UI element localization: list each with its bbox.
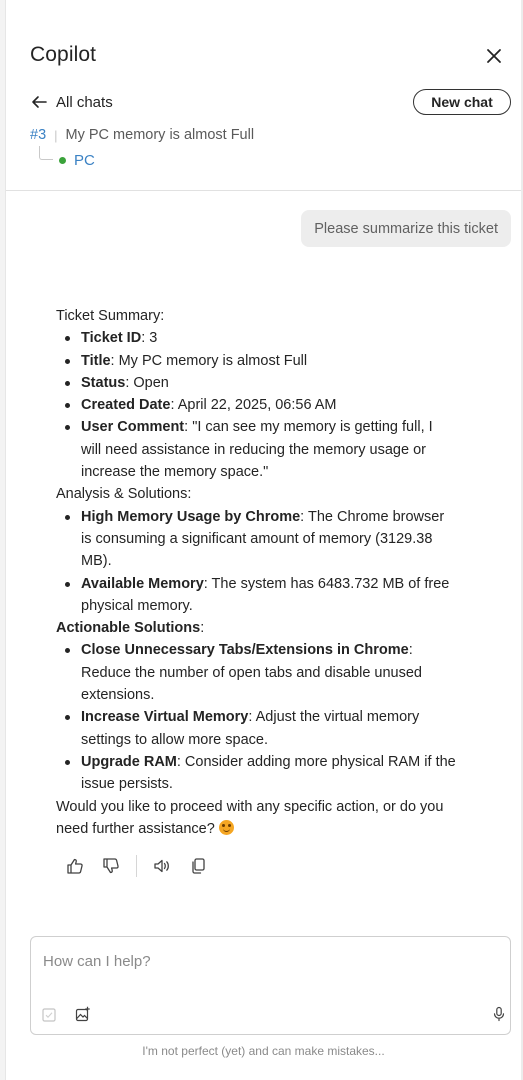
message-actions	[64, 854, 223, 878]
list-item: Close Unnecessary Tabs/Extensions in Chrome: Reduce the number of open tabs and disable unused extensions.	[56, 639, 456, 706]
user-message-bubble: Please summarize this ticket	[301, 210, 511, 247]
thumbs-up-icon	[66, 857, 84, 875]
list-item: Increase Virtual Memory: Adjust the virtual memory settings to allow more space.	[56, 706, 456, 751]
list-item: Title: My PC memory is almost Full	[56, 350, 456, 372]
ticket-id-link[interactable]: #3	[30, 127, 47, 143]
close-button[interactable]	[484, 46, 504, 66]
new-chat-button[interactable]: New chat	[413, 89, 511, 115]
all-chats-link[interactable]	[30, 90, 113, 114]
thumbs-up-button[interactable]	[64, 855, 86, 877]
smiling-face-icon	[219, 820, 234, 835]
disclaimer-text: I'm not perfect (yet) and can make mistakes...	[142, 1044, 385, 1058]
read-aloud-icon	[153, 857, 171, 875]
list-item: User Comment: "I can see my memory is getting full, I will need assistance in reducing the memory usage or increase the memory space."	[56, 416, 456, 483]
closing-question: Would you like to proceed with any specific action, or do you need further assistance?	[56, 798, 444, 837]
solutions-heading: Actionable Solutions:	[56, 620, 205, 637]
assistant-reply	[56, 305, 456, 840]
panel-title: Copilot	[30, 43, 97, 66]
ticket-title: My PC memory is almost Full	[65, 127, 255, 143]
actions-divider	[136, 855, 137, 877]
add-image-icon	[75, 1006, 91, 1022]
microphone-icon	[491, 1006, 507, 1022]
device-link[interactable]: PC	[74, 152, 95, 169]
copy-icon	[189, 857, 207, 875]
read-aloud-button[interactable]	[151, 855, 173, 877]
summary-heading: Ticket Summary:	[56, 308, 165, 324]
analysis-list	[56, 506, 456, 617]
all-chats-label: All chats	[56, 93, 113, 111]
thumbs-down-icon	[102, 857, 120, 875]
copilot-panel	[6, 0, 521, 1080]
chat-input[interactable]	[43, 949, 483, 973]
list-item: Created Date: April 22, 2025, 06:56 AM	[56, 394, 456, 416]
copy-button[interactable]	[187, 855, 209, 877]
list-item: Available Memory: The system has 6483.732 MB of free physical memory.	[56, 573, 456, 618]
thumbs-down-button[interactable]	[100, 855, 122, 877]
chat-composer	[30, 936, 511, 1035]
panel-header	[6, 0, 521, 191]
analysis-heading: Analysis & Solutions:	[56, 486, 192, 503]
list-item: High Memory Usage by Chrome: The Chrome browser is consuming a significant amount of memory (3129.38 MB).	[56, 506, 456, 573]
checkbox-icon	[41, 1007, 57, 1023]
ticket-breadcrumb	[30, 125, 254, 145]
arrow-left-icon	[30, 93, 48, 111]
summary-list	[56, 327, 456, 483]
list-item: Ticket ID: 3	[56, 327, 456, 349]
microphone-button[interactable]	[490, 1005, 508, 1023]
checkbox-button[interactable]	[40, 1006, 58, 1024]
list-item: Status: Open	[56, 372, 456, 394]
add-image-button[interactable]	[74, 1005, 92, 1023]
list-item: Upgrade RAM: Consider adding more physical RAM if the issue persists.	[56, 751, 456, 796]
breadcrumb-separator: |	[54, 127, 58, 143]
solutions-list	[56, 639, 456, 795]
tree-connector	[39, 146, 53, 160]
online-status-dot	[59, 157, 66, 164]
close-icon	[484, 46, 504, 66]
